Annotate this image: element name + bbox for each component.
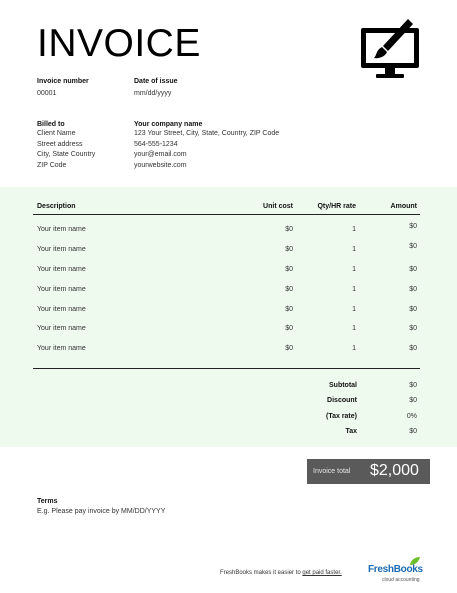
invoice-title: INVOICE (37, 22, 201, 65)
item-qty[interactable]: 1 (352, 266, 356, 273)
item-amount[interactable]: $0 (409, 223, 417, 230)
client-street: Street address (37, 140, 83, 148)
discount-value[interactable]: $0 (409, 397, 417, 404)
computer-paintbrush-icon (358, 17, 422, 81)
item-amount[interactable]: $0 (409, 345, 417, 352)
item-unit-cost[interactable]: $0 (285, 246, 293, 253)
freshbooks-wordmark: FreshBooks (368, 564, 423, 575)
item-unit-cost[interactable]: $0 (285, 325, 293, 332)
company-address: 123 Your Street, City, State, Country, ZIP Code (134, 130, 280, 137)
client-zip: ZIP Code (37, 161, 67, 169)
item-description[interactable]: Your item name (37, 286, 86, 293)
billed-to-block[interactable] (37, 129, 95, 171)
tax-rate-label: (Tax rate) (326, 413, 357, 420)
item-amount[interactable]: $0 (409, 306, 417, 313)
invoice-number-label: Invoice number (37, 78, 89, 85)
item-amount[interactable]: $0 (409, 266, 417, 273)
item-amount[interactable]: $0 (409, 243, 417, 250)
footer-tagline (220, 570, 342, 576)
item-unit-cost[interactable]: $0 (285, 266, 293, 273)
item-qty[interactable]: 1 (352, 286, 356, 293)
item-description[interactable]: Your item name (37, 266, 86, 273)
items-divider (33, 368, 420, 369)
item-amount[interactable]: $0 (409, 325, 417, 332)
company-phone: 564-555-1234 (134, 140, 178, 148)
item-amount[interactable]: $0 (409, 286, 417, 293)
discount-label: Discount (327, 397, 357, 404)
item-description[interactable]: Your item name (37, 345, 86, 352)
tax-value[interactable]: $0 (409, 428, 417, 435)
date-of-issue-label: Date of issue (134, 78, 178, 85)
tax-label: Tax (345, 428, 357, 435)
tax-rate-value[interactable]: 0% (406, 413, 417, 420)
invoice-number-value[interactable]: 00001 (37, 90, 57, 97)
header-divider (33, 214, 420, 215)
col-description-header: Description (37, 203, 76, 210)
company-name-label: Your company name (134, 121, 203, 128)
item-unit-cost[interactable]: $0 (285, 345, 293, 352)
col-unit-cost-header: Unit cost (263, 203, 293, 210)
col-amount-header: Amount (390, 203, 417, 210)
company-website: yourwebsite.com (134, 161, 187, 169)
date-of-issue-value[interactable]: mm/dd/yyyy (134, 90, 172, 97)
get-paid-faster-link[interactable]: get paid faster. (302, 570, 342, 576)
client-name: Client Name (37, 130, 76, 137)
col-qty-header: Qty/HR rate (317, 203, 356, 210)
terms-text[interactable]: E.g. Please pay invoice by MM/DD/YYYY (37, 508, 166, 515)
subtotal-value[interactable]: $0 (409, 382, 417, 389)
item-qty[interactable]: 1 (352, 325, 356, 332)
item-qty[interactable]: 1 (352, 345, 356, 352)
item-description[interactable]: Your item name (37, 226, 86, 233)
terms-label: Terms (37, 498, 58, 505)
company-info-block[interactable] (134, 129, 279, 171)
footer-text: FreshBooks makes it easier to (220, 570, 301, 576)
item-description[interactable]: Your item name (37, 306, 86, 313)
billed-to-label: Billed to (37, 121, 65, 128)
item-description[interactable]: Your item name (37, 325, 86, 332)
subtotal-label: Subtotal (329, 382, 357, 389)
freshbooks-tagline: cloud accounting (382, 577, 420, 583)
item-unit-cost[interactable]: $0 (285, 286, 293, 293)
freshbooks-logo[interactable] (368, 556, 424, 586)
company-email: your@email.com (134, 151, 187, 158)
item-unit-cost[interactable]: $0 (285, 306, 293, 313)
client-city: City, State Country (37, 151, 96, 158)
item-unit-cost[interactable]: $0 (285, 226, 293, 233)
item-qty[interactable]: 1 (352, 306, 356, 313)
item-qty[interactable]: 1 (352, 246, 356, 253)
invoice-total-value[interactable]: $2,000 (370, 462, 419, 479)
item-description[interactable]: Your item name (37, 246, 86, 253)
item-qty[interactable]: 1 (352, 226, 356, 233)
invoice-total-label: Invoice total (313, 468, 351, 475)
